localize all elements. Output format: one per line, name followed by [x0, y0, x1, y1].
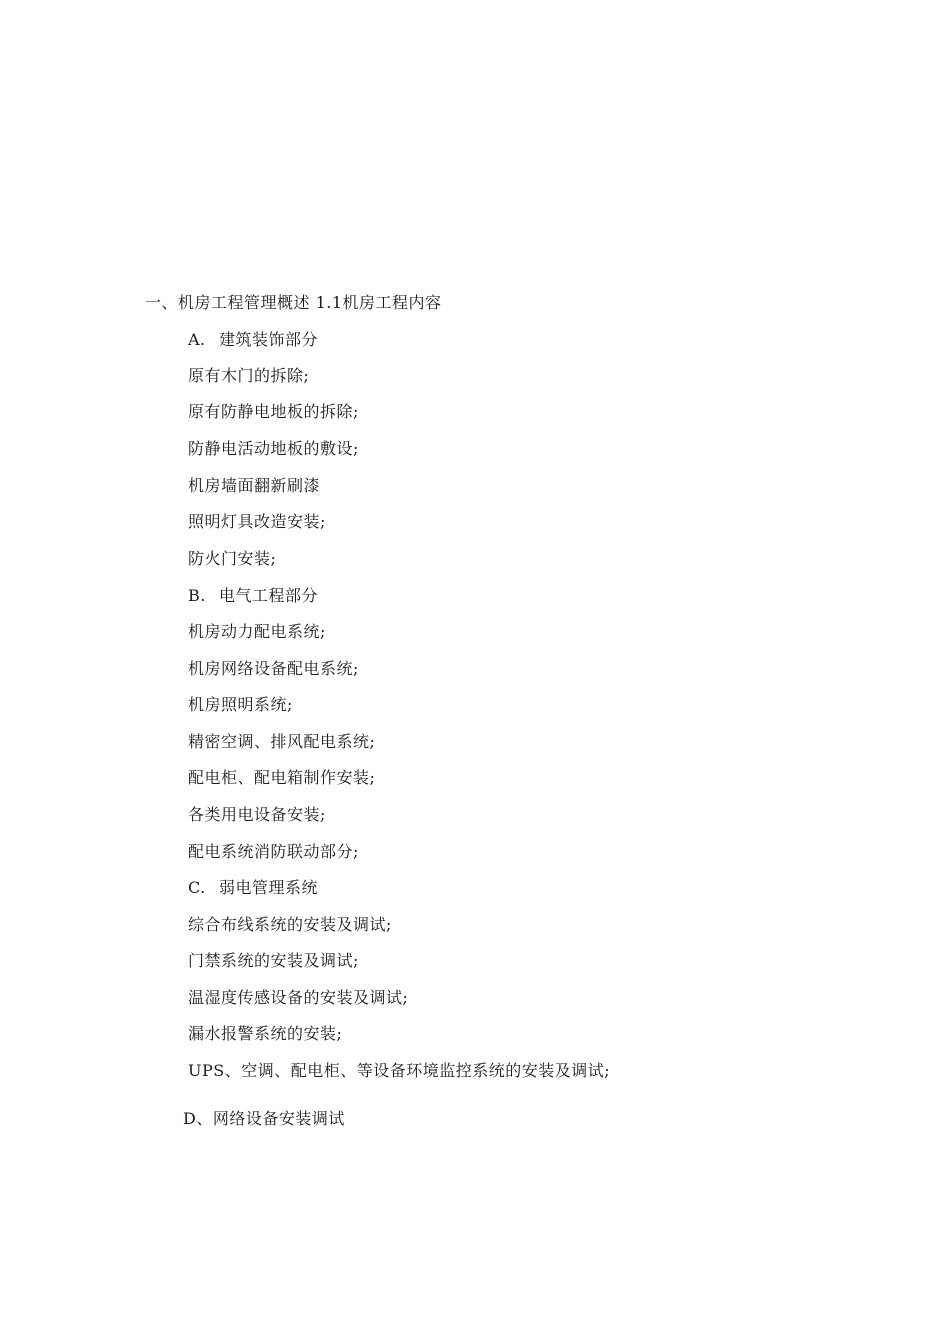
subsection-b-title: [188, 586, 318, 606]
list-item: 原有防静电地板的拆除;: [188, 402, 359, 421]
subsection-b-text: 电气工程部分: [219, 586, 319, 605]
list-item: 照明灯具改造安装;: [188, 512, 326, 531]
section-heading: 一、机房工程管理概述 1.1机房工程内容: [145, 293, 442, 312]
list-item: 机房动力配电系统;: [188, 622, 326, 641]
list-item: 防火门安装;: [188, 549, 277, 568]
subsection-a-title: [188, 330, 318, 350]
list-item: 门禁系统的安装及调试;: [188, 951, 359, 970]
subsection-b-label: B.: [188, 586, 206, 605]
list-item: 漏水报警系统的安装;: [188, 1024, 343, 1043]
subsection-d-title: D、网络设备安装调试: [183, 1109, 345, 1128]
list-item: 机房照明系统;: [188, 695, 293, 714]
list-item: 配电系统消防联动部分;: [188, 842, 359, 861]
list-item: 配电柜、配电箱制作安装;: [188, 768, 376, 787]
subsection-c-title: [188, 878, 318, 898]
list-item: 机房网络设备配电系统;: [188, 659, 359, 678]
list-item: 温湿度传感设备的安装及调试;: [188, 988, 409, 1007]
list-item: 防静电活动地板的敷设;: [188, 439, 359, 458]
list-item: 精密空调、排风配电系统;: [188, 732, 376, 751]
list-item: 各类用电设备安装;: [188, 805, 326, 824]
subsection-c-label: C.: [188, 878, 206, 897]
list-item: 机房墙面翻新刷漆: [188, 476, 321, 495]
list-item: 原有木门的拆除;: [188, 366, 310, 385]
subsection-c-text: 弱电管理系统: [219, 878, 319, 897]
subsection-a-text: 建筑装饰部分: [219, 330, 319, 349]
list-item: UPS、空调、配电柜、等设备环境监控系统的安装及调试;: [188, 1061, 611, 1080]
subsection-a-label: A.: [188, 330, 206, 349]
list-item: 综合布线系统的安装及调试;: [188, 915, 392, 934]
